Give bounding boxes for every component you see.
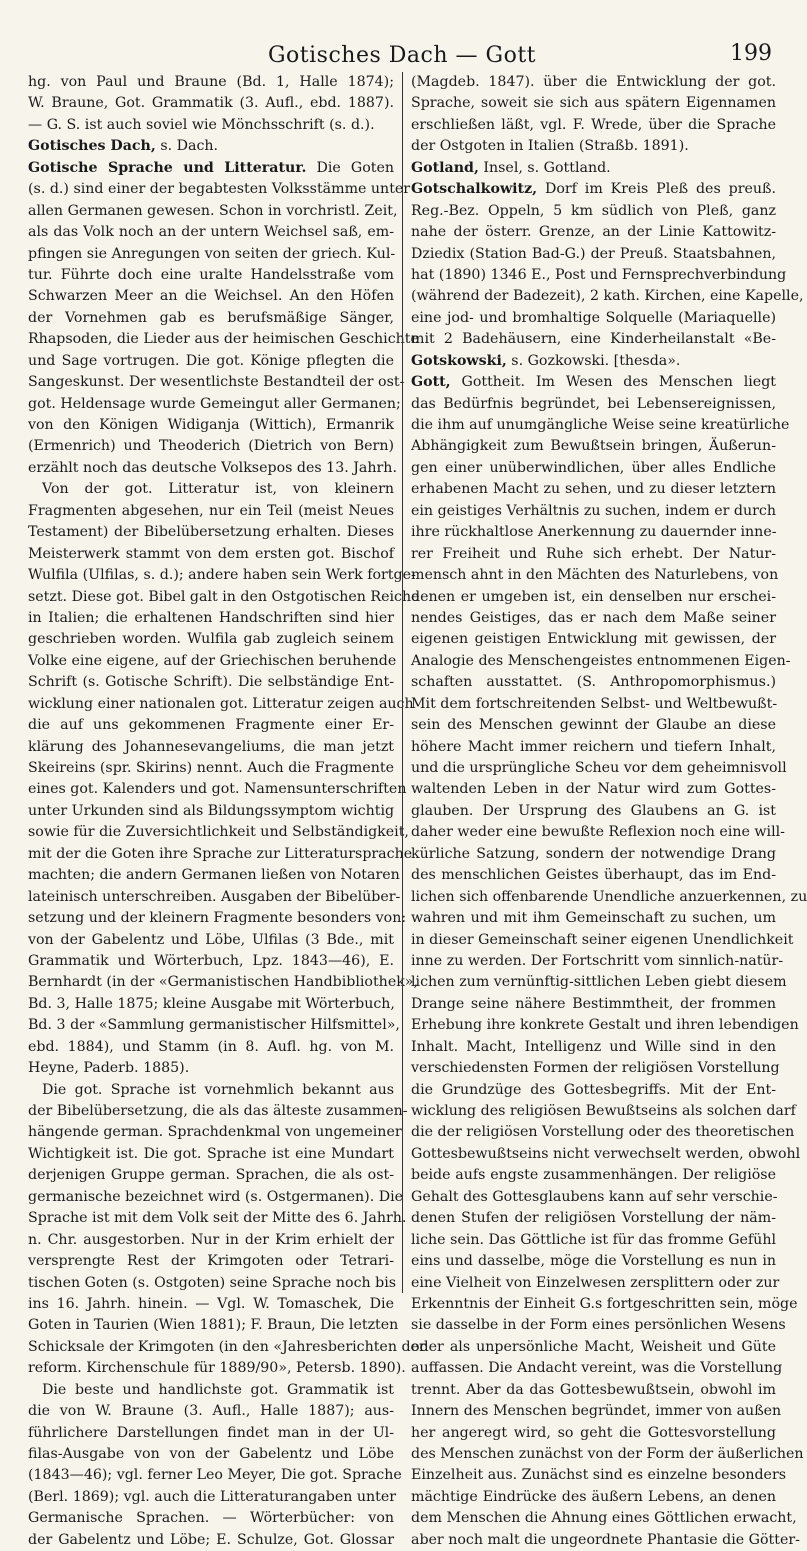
text-line	[411, 1401, 782, 1422]
text-line	[28, 93, 394, 114]
text-line	[411, 608, 776, 629]
line-text: Sprache ist mit dem Volk seit der Mitte des 6. Jahrh.	[28, 1210, 407, 1227]
line-text: Innern des Menschen begründet, immer von außen	[411, 1403, 782, 1420]
text-line	[28, 1423, 394, 1444]
line-text: führlichere Darstellungen findet man in der Ul-	[28, 1424, 394, 1441]
text-line	[411, 1530, 800, 1551]
text-line	[411, 501, 776, 522]
line-text: Rhapsoden, die Lieder aus der heimischen Geschichte	[28, 331, 419, 348]
entry-headword: Gott,	[411, 374, 451, 391]
text-line	[28, 1165, 394, 1186]
line-text: des Menschen zunächst von der Form der äußerlichen	[411, 1446, 804, 1462]
line-text: höhere Macht immer reichern und tiefern Inhalt,	[411, 738, 776, 755]
line-text: wicklung einer nationalen got. Litteratur zeigen auch	[28, 695, 414, 712]
left-column	[28, 72, 426, 1548]
page-header	[28, 28, 776, 68]
text-line	[411, 651, 791, 672]
text-line	[411, 1358, 783, 1379]
text-line	[28, 887, 401, 908]
line-text: von den Königen Widiganja (Wittich), Ermanrik	[28, 417, 394, 433]
entry-headword: Gotschalkowitz,	[411, 181, 538, 198]
line-text: Heyne, Paderb. 1885).	[28, 1060, 190, 1077]
text-line	[411, 265, 787, 286]
line-text: erschließen läßt, vgl. F. Wrede, über die Sprache	[411, 116, 776, 133]
text-line	[28, 587, 420, 608]
text-line	[411, 1294, 798, 1315]
text-line	[28, 715, 394, 736]
text-line	[28, 329, 419, 350]
line-text: (Magdeb. 1847). über die Entwicklung der got.	[411, 74, 776, 90]
text-line	[28, 1315, 399, 1336]
text-line	[411, 1208, 776, 1229]
text-line	[28, 72, 394, 93]
line-text: die ihm auf unumgängliche Weise seine kreatürliche	[411, 417, 790, 433]
line-text: Volke eine eigene, auf der Griechischen beruhende	[28, 652, 397, 669]
text-line	[28, 908, 407, 929]
text-line	[28, 265, 394, 286]
line-text: Bernhardt (in der «Germanistischen Handbibliothek»,	[28, 974, 418, 991]
line-text: Skeireins (spr. Skirins) nennt. Auch die Fragmente	[28, 760, 394, 776]
text-line	[411, 115, 776, 136]
text-line	[28, 501, 394, 522]
line-text: Die Goten	[306, 159, 394, 176]
line-text: rer Freiheit und Ruhe sich erhebt. Der Natur-	[411, 545, 776, 562]
text-line	[411, 1058, 780, 1079]
text-line	[28, 1208, 407, 1229]
text-line	[28, 201, 398, 222]
text-line	[411, 415, 790, 436]
line-text: inne zu werden. Der Fortschritt vom sinnlich-natür-	[411, 952, 784, 969]
line-text: Meisterwerk stammt von dem ersten got. Bischof	[28, 545, 394, 562]
line-text: nendes Geistiges, das er nach dem Maße seiner	[411, 609, 776, 626]
line-text: tur. Führte doch eine uralte Handelsstraße vom	[28, 266, 394, 283]
text-line	[411, 1015, 799, 1036]
text-line	[28, 1380, 394, 1401]
line-text: Erkenntnis der Einheit G.s fortgeschritten sein, möge	[411, 1295, 798, 1312]
line-text: der Bibelübersetzung, die als das älteste zusammen-	[28, 1103, 408, 1119]
text-line	[411, 844, 776, 865]
text-line	[411, 1465, 787, 1486]
line-text: hängende german. Sprachdenkmal von ungemeiner	[28, 1124, 402, 1141]
text-line	[411, 758, 787, 779]
right-column	[402, 72, 807, 1548]
line-text: unter Urkunden sind als Bildungssymptom wichtig	[28, 802, 395, 819]
line-text: Sangeskunst. Der wesentlichste Bestandteil der ost-	[28, 374, 405, 391]
text-line	[411, 351, 776, 372]
text-line	[28, 415, 394, 436]
line-text: lateinisch unterschreiben. Ausgaben der Bibelüber-	[28, 888, 401, 905]
line-text: die von W. Braune (3. Aufl., Halle 1887); aus-	[28, 1403, 394, 1420]
text-line	[28, 1144, 394, 1165]
line-text: sie dasselbe in der Form eines persönlichen Wesens	[411, 1317, 786, 1334]
line-text: (Berl. 1869); vgl. auch die Litteraturangaben unter	[28, 1488, 397, 1505]
line-text: Gottesbewußtseins nicht verwechselt werden, obwohl	[411, 1145, 801, 1162]
text-line	[411, 801, 776, 822]
line-text: got. Heldensage wurde Gemeingut aller Germanen;	[28, 395, 401, 412]
text-line	[411, 372, 776, 393]
text-line	[411, 329, 776, 350]
line-text: s. Dach.	[155, 138, 219, 155]
text-line	[28, 351, 394, 372]
text-line	[28, 822, 409, 843]
line-text: denen er umgeben ist, ein denselben nur erschei-	[411, 588, 776, 605]
text-line	[411, 587, 776, 608]
text-line	[411, 522, 776, 543]
text-line	[28, 1080, 394, 1101]
text-line	[411, 672, 776, 693]
text-line	[411, 244, 776, 265]
line-text: setzt. Diese got. Bibel galt in den Ostgotischen Reiche	[28, 588, 420, 605]
line-text: (während der Badezeit), 2 kath. Kirchen, eine Kapelle,	[411, 288, 804, 305]
line-text: mächtige Eindrücke des äußern Lebens, an denen	[411, 1488, 776, 1505]
text-line	[28, 672, 394, 693]
text-line	[411, 1508, 797, 1529]
line-text: (1843—46); vgl. ferner Leo Meyer, Die got. Sprache	[28, 1467, 402, 1484]
line-text: setzung und der kleinern Fragmente besonders von:	[28, 910, 407, 927]
line-text: Insel, s. Gottland.	[478, 159, 611, 176]
text-line	[28, 1465, 402, 1486]
line-text: Von der got. Litteratur ist, von kleinern	[42, 481, 394, 498]
text-line	[28, 1251, 394, 1272]
line-text: eine Vielheit von Einzelwesen zersplittern oder zur	[411, 1274, 780, 1291]
text-line	[28, 1101, 408, 1122]
text-line	[28, 1444, 394, 1465]
text-line	[28, 115, 394, 136]
line-text: erhabenen Macht zu sehen, und zu dieser letztern	[411, 481, 776, 498]
line-text: ihre rückhaltlose Anerkennung zu dauernder inne-	[411, 524, 777, 541]
line-text: und die ursprüngliche Scheu vor dem geheimnisvoll	[411, 760, 787, 776]
text-line	[28, 994, 394, 1015]
text-line	[28, 608, 394, 629]
text-line	[411, 972, 787, 993]
running-title: Gotisches Dach — Gott	[267, 43, 536, 68]
text-line	[411, 179, 776, 200]
line-text: gen einer unüberwindlichen, über alles Endliche	[411, 459, 776, 476]
line-text: sowie für die Zuversichtlichkeit und Selbständigkeit,	[28, 824, 409, 841]
line-text: derjenigen Gruppe german. Sprachen, die als ost-	[28, 1167, 394, 1184]
text-line	[28, 179, 411, 200]
line-text: reform. Kirchenschule für 1889/90», Petersb. 1890).	[28, 1360, 406, 1377]
text-line	[411, 715, 776, 736]
line-text: lichen zum vernünftig-sittlichen Leben giebt diesem	[411, 974, 787, 991]
text-line	[411, 1444, 804, 1465]
entry-headword: Gotisches Dach,	[28, 138, 156, 155]
line-text: in Italien; die erhaltenen Handschriften sind hier	[28, 609, 394, 626]
text-line	[28, 1487, 397, 1508]
text-line	[28, 1037, 394, 1058]
text-line	[411, 694, 776, 715]
text-line	[411, 72, 776, 93]
entry-headword: Gotland,	[411, 159, 479, 176]
line-text: Grammatik und Wörterbuch, Lpz. 1843—46), E.	[28, 952, 394, 969]
text-line	[411, 629, 776, 650]
line-text: daher weder eine bewußte Reflexion noch eine will-	[411, 824, 785, 841]
text-line	[28, 651, 397, 672]
text-line	[28, 136, 394, 157]
text-line	[28, 629, 394, 650]
text-line	[28, 1358, 406, 1379]
line-text: machten; die andern Germanen ließen von Notaren	[28, 867, 400, 884]
entry-headword: Gotskowski,	[411, 352, 507, 369]
text-line	[411, 1101, 796, 1122]
line-text: Mit dem fortschreitenden Selbst- und Weltbewußt-	[411, 695, 778, 712]
line-text: eines got. Kalenders und got. Namensunterschriften	[28, 781, 407, 798]
text-line	[411, 222, 776, 243]
text-line	[411, 1487, 776, 1508]
text-line	[28, 1015, 400, 1036]
line-text: das Bedürfnis begründet, bei Lebensereignissen,	[411, 395, 776, 412]
line-text: eigenen geistigen Entwicklung mit gewissen, der	[411, 631, 776, 648]
text-line	[28, 1530, 394, 1551]
text-line	[28, 436, 394, 457]
text-line	[411, 1337, 776, 1358]
text-line	[411, 479, 776, 500]
text-line	[411, 1187, 776, 1208]
line-text: Germanische Sprachen. — Wörterbücher: von	[28, 1510, 394, 1527]
line-text: aber noch malt die ungeordnete Phantasie die Götter-	[411, 1531, 800, 1548]
text-line	[28, 930, 394, 951]
line-text: — G. S. ist auch soviel wie Mönchsschrift (s. d.).	[28, 116, 375, 133]
line-text: Bd. 3, Halle 1875; kleine Ausgabe mit Wörterbuch,	[28, 995, 395, 1012]
text-line	[28, 522, 394, 543]
line-text: (s. d.) sind einer der begabtesten Volksstämme unter	[28, 181, 411, 198]
text-line	[28, 694, 414, 715]
line-text: oder als unpersönliche Macht, Weisheit und Güte	[411, 1338, 776, 1355]
line-text: her angeregt wird, so geht die Gottesvorstellung	[411, 1424, 776, 1441]
text-line	[28, 865, 400, 886]
line-text: der Vornehmen gab es berufsmäßige Sänger,	[28, 309, 394, 326]
line-text: in dieser Gemeinschaft seiner eigenen Unendlichkeit	[411, 931, 794, 948]
text-line	[28, 1187, 404, 1208]
line-text: nahe der österr. Grenze, an der Linie Kattowitz-	[411, 224, 776, 241]
line-text: W. Braune, Got. Grammatik (3. Aufl., ebd. 1887).	[28, 95, 394, 112]
text-columns	[28, 72, 807, 1548]
text-line	[28, 158, 394, 179]
text-line	[411, 565, 779, 586]
text-line	[411, 1230, 776, 1251]
line-text: hat (1890) 1346 E., Post und Fernsprechverbindung	[411, 266, 787, 283]
text-line	[28, 308, 394, 329]
line-text: ins 16. Jahrh. hinein. — Vgl. W. Tomaschek, Die	[28, 1295, 394, 1312]
line-text: Reg.-Bez. Oppeln, 5 km südlich von Pleß, ganz	[411, 202, 776, 219]
line-text: eine jod- und bromhaltige Solquelle (Mariaquelle)	[411, 309, 776, 326]
line-text: filas-Ausgabe von von der Gabelentz und Löbe	[28, 1446, 394, 1462]
line-text: erzählt noch das deutsche Volksepos des 13. Jahrh.	[28, 459, 397, 476]
line-text: als das Volk noch an der untern Weichsel saß, em-	[28, 224, 394, 241]
text-line	[411, 951, 784, 972]
line-text: Die beste und handlichste got. Grammatik ist	[42, 1381, 394, 1398]
text-line	[28, 1058, 394, 1079]
line-text: Schwarzen Meer an die Weichsel. An den Höfen	[28, 288, 394, 305]
line-text: germanische bezeichnet wird (s. Ostgermanen). Die	[28, 1188, 404, 1205]
text-line	[28, 951, 394, 972]
line-text: Dorf im Kreis Pleß des preuß.	[537, 181, 776, 198]
text-line	[28, 286, 394, 307]
line-text: Sprache, soweit sie sich aus spätern Eigennamen	[411, 95, 776, 112]
text-line	[411, 544, 776, 565]
text-line	[411, 308, 776, 329]
text-line	[411, 1122, 795, 1143]
line-text: Inhalt. Macht, Intelligenz und Wille sind in den	[411, 1038, 776, 1055]
text-line	[411, 1380, 776, 1401]
text-line	[411, 1165, 776, 1186]
line-text: Goten in Taurien (Wien 1881); F. Braun, Die letzten	[28, 1317, 399, 1334]
line-text: lichen sich offenbarende Unendliche anzuerkennen, zu	[411, 888, 807, 905]
text-line	[28, 565, 416, 586]
text-line	[411, 737, 776, 758]
text-line	[411, 908, 776, 929]
line-text: Analogie des Menschengeistes entnommenen Eigen-	[411, 652, 791, 669]
line-text: von der Gabelentz und Löbe, Ulfilas (3 Bde., mit	[28, 931, 394, 948]
text-line	[411, 1251, 776, 1272]
text-line	[411, 865, 776, 886]
text-line	[28, 1508, 394, 1529]
line-text: dem Menschen die Ahnung eines Göttlichen erwacht,	[411, 1510, 797, 1527]
page-number: 199	[730, 41, 772, 66]
line-text: des menschlichen Geistes überhaupt, das im End-	[411, 867, 776, 884]
text-line	[411, 1273, 780, 1294]
line-text: glauben. Der Ursprung des Glaubens an G. ist	[411, 802, 776, 819]
line-text: Gottheit. Im Wesen des Menschen liegt	[450, 374, 776, 391]
line-text: Drange seine nähere Bestimmtheit, der frommen	[411, 995, 776, 1012]
text-line	[411, 394, 776, 415]
line-text: Abhängigkeit zum Bewußtsein bringen, Äußerun-	[411, 438, 776, 455]
line-text: mit 2 Badehäusern, eine Kinderheilanstalt «Be-	[411, 331, 776, 348]
line-text: wicklung des religiösen Bewußtseins als solchen darf	[411, 1103, 796, 1119]
line-text: schaften ausstattet. (S. Anthropomorphismus.)	[411, 674, 776, 691]
text-line	[411, 201, 776, 222]
line-text: beide aufs engste zusammenhängen. Der religiöse	[411, 1167, 776, 1184]
text-line	[411, 136, 776, 157]
line-text: mit der die Goten ihre Sprache zur Litteratursprache	[28, 845, 413, 862]
line-text: waltenden Leben in der Natur wird zum Gottes-	[411, 781, 776, 798]
line-text: die auf uns gekommenen Fragmente einer Er-	[28, 717, 394, 734]
text-line	[28, 394, 401, 415]
text-line	[411, 930, 794, 951]
line-text: Testament) der Bibelübersetzung erhalten. Dieses	[28, 524, 394, 541]
text-line	[411, 1080, 776, 1101]
line-text: der Gabelentz und Löbe; E. Schulze, Got. Glossar	[28, 1531, 394, 1548]
text-line	[28, 479, 394, 500]
text-line	[28, 779, 407, 800]
line-text: wahren und mit ihm Gemeinschaft zu suchen, um	[411, 910, 776, 927]
line-text: kürliche Satzung, sondern der notwendige Drang	[411, 845, 776, 862]
line-text: sein des Menschen gewinnt der Glaube an diese	[411, 717, 776, 734]
line-text: ein geistiges Verhältnis zu suchen, indem er durch	[411, 502, 776, 519]
line-text: die Grundzüge des Gottesbegriffs. Mit der Ent-	[411, 1081, 776, 1098]
text-line	[411, 1423, 776, 1444]
text-line	[28, 844, 413, 865]
text-line	[28, 1230, 394, 1251]
line-text: n. Chr. ausgestorben. Nur in der Krim erhielt der	[28, 1231, 394, 1248]
text-line	[28, 222, 394, 243]
line-text: Gehalt des Gottesglaubens kann auf sehr verschie-	[411, 1188, 778, 1205]
line-text: Schrift (s. Gotische Schrift). Die selbständige Ent-	[28, 674, 394, 691]
line-text: Einzelheit aus. Zunächst sind es einzelne besonders	[411, 1467, 787, 1484]
text-line	[28, 1337, 426, 1358]
line-text: hg. von Paul und Braune (Bd. 1, Halle 1874);	[28, 74, 394, 90]
line-text: s. Gozkowski. [thesda».	[506, 352, 681, 369]
line-text: Schicksale der Krimgoten (in den «Jahresberichten der	[28, 1338, 426, 1355]
text-line	[411, 1037, 776, 1058]
line-text: pfingen sie Anregungen von seiten der griech. Kul-	[28, 245, 396, 262]
line-text: auffassen. Die Andacht vereint, was die Vorstellung	[411, 1360, 783, 1377]
text-line	[411, 93, 776, 114]
line-text: klärung des Johannesevangeliums, die man jetzt	[28, 738, 394, 755]
line-text: Bd. 3 der «Sammlung germanistischer Hilfsmittel»,	[28, 1017, 400, 1034]
text-line	[411, 436, 776, 457]
text-line	[411, 1144, 801, 1165]
line-text: ebd. 1884), und Stamm (in 8. Aufl. hg. von M.	[28, 1038, 394, 1055]
line-text: trennt. Aber da das Gottesbewußtsein, obwohl im	[411, 1381, 776, 1398]
line-text: Die got. Sprache ist vornehmlich bekannt aus	[42, 1081, 394, 1098]
text-line	[28, 972, 418, 993]
text-line	[411, 822, 785, 843]
line-text: liche sein. Das Göttliche ist für das fromme Gefühl	[411, 1231, 776, 1248]
text-line	[411, 458, 776, 479]
line-text: Fragmenten abgesehen, nur ein Teil (meist Neues	[28, 502, 394, 519]
line-text: eins und dasselbe, möge die Vorstellung es nun in	[411, 1253, 776, 1270]
text-line	[28, 458, 397, 479]
line-text: Dziedix (Station Bad-G.) der Preuß. Staatsbahnen,	[411, 245, 776, 262]
text-line	[28, 758, 394, 779]
text-line	[28, 737, 394, 758]
line-text: Erhebung ihre konkrete Gestalt und ihren lebendigen	[411, 1017, 799, 1034]
text-line	[28, 544, 394, 565]
line-text: Wichtigkeit ist. Die got. Sprache ist eine Mundart	[28, 1145, 394, 1162]
line-text: allen Germanen gewesen. Schon in vorchristl. Zeit,	[28, 202, 398, 219]
line-text: (Ermenrich) und Theoderich (Dietrich von Bern)	[28, 438, 394, 455]
text-line	[28, 1122, 402, 1143]
text-line	[411, 779, 776, 800]
text-line	[411, 286, 804, 307]
line-text: der Ostgoten in Italien (Straßb. 1891).	[411, 138, 689, 155]
text-line	[411, 994, 776, 1015]
text-line	[28, 1401, 394, 1422]
line-text: versprengte Rest der Krimgoten oder Tetrari-	[28, 1253, 394, 1270]
line-text: geschrieben worden. Wulfila gab zugleich seinem	[28, 631, 394, 648]
line-text: mensch ahnt in den Mächten des Naturlebens, von	[411, 567, 779, 584]
text-line	[28, 372, 405, 393]
entry-headword: Gotische Sprache und Litteratur.	[28, 159, 307, 176]
text-line	[28, 1294, 394, 1315]
line-text: und Sage vortrugen. Die got. Könige pflegten die	[28, 352, 394, 369]
text-line	[411, 1315, 786, 1336]
text-line	[28, 1273, 397, 1294]
text-line	[28, 801, 394, 822]
text-line	[411, 887, 807, 908]
line-text: tischen Goten (s. Ostgoten) seine Sprache noch bis	[28, 1274, 397, 1291]
line-text: die der religiösen Vorstellung oder des theoretischen	[411, 1124, 795, 1141]
text-line	[411, 158, 776, 179]
text-line	[28, 244, 394, 265]
line-text: verschiedensten Formen der religiösen Vorstellung	[411, 1060, 780, 1077]
line-text: denen Stufen der religiösen Vorstellung der näm-	[411, 1210, 776, 1227]
line-text: Wulfila (Ulfilas, s. d.); andere haben sein Werk fortge-	[28, 567, 416, 584]
